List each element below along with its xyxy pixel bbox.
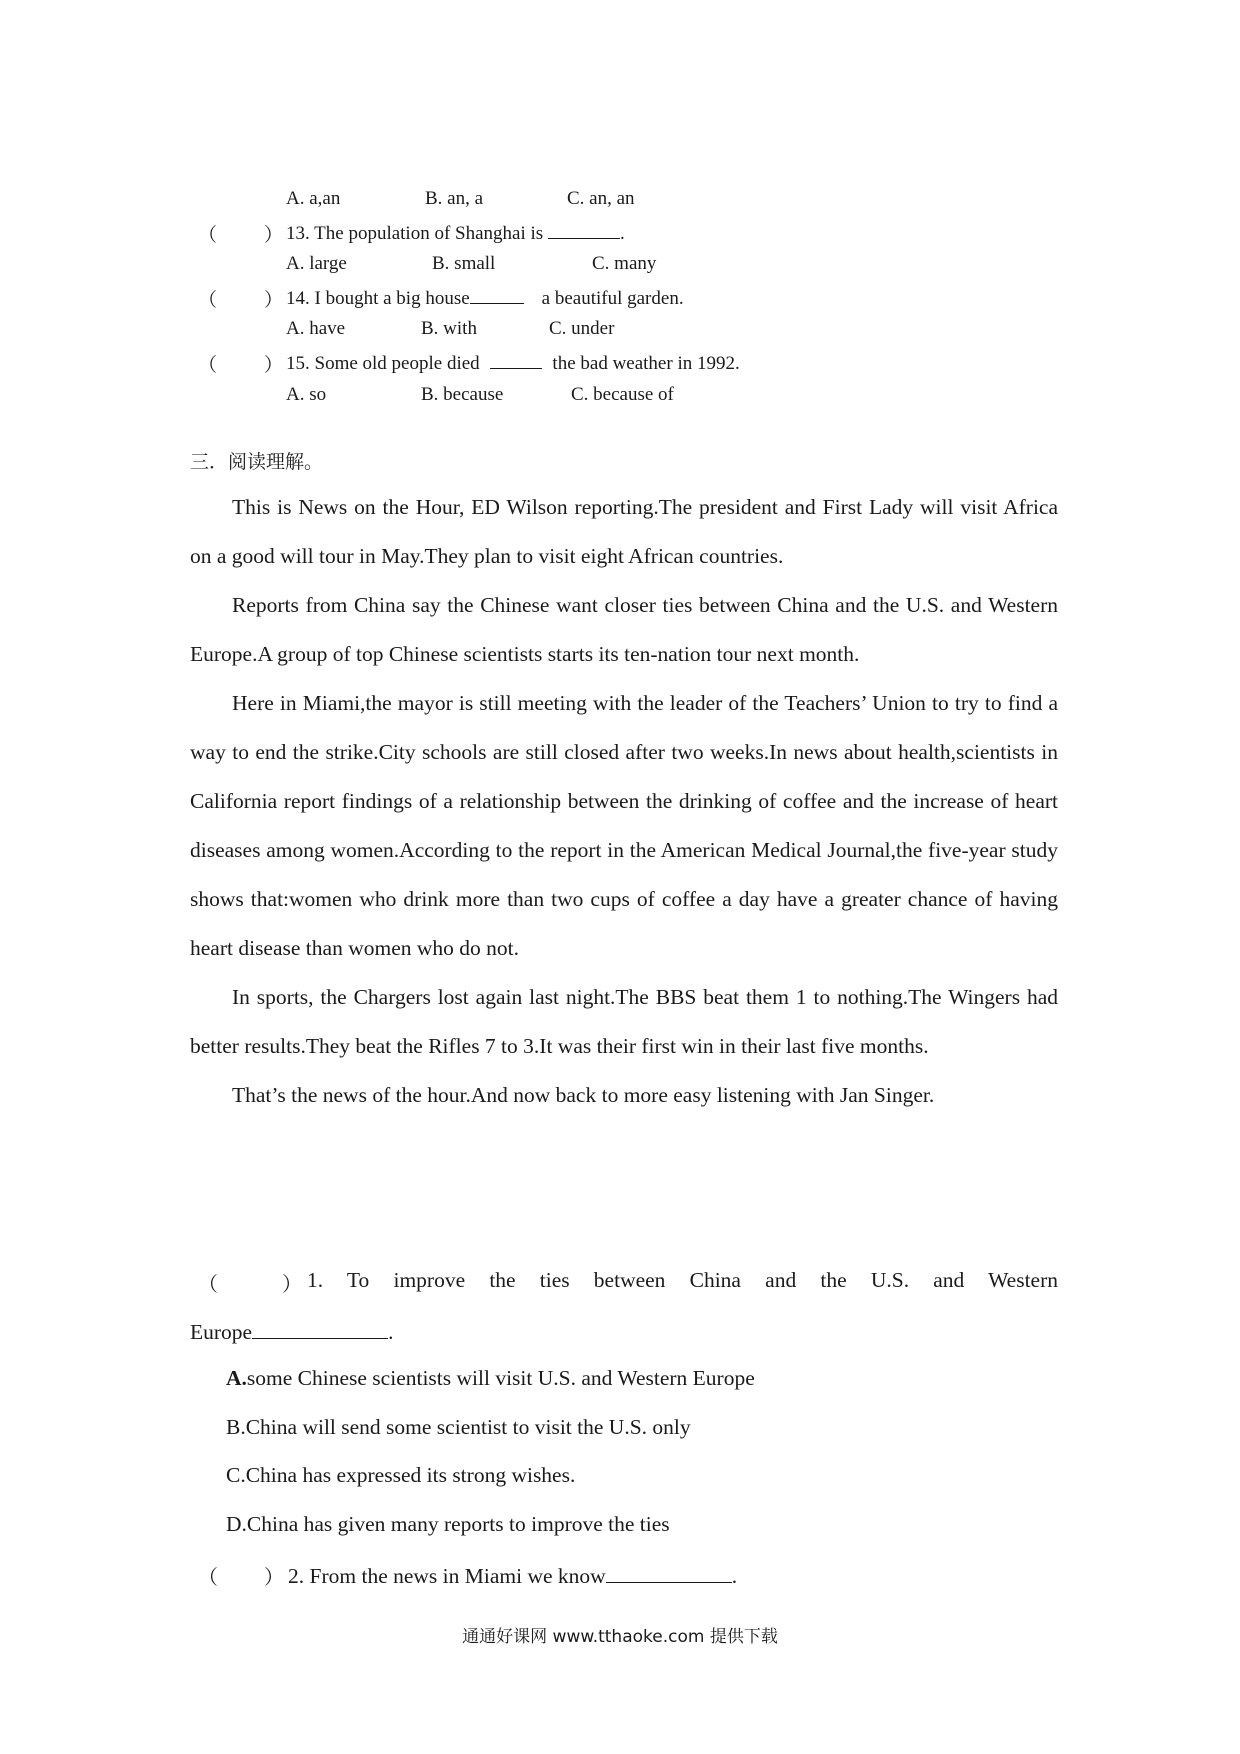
q13-paren-open: （ [198, 225, 218, 246]
passage-paragraph-3: Here in Miami,the mayor is still meeting with the leader of the Teachers’ Union to try to find a way to end the strike.City schools are still closed after two weeks.In news about health,scientists in California report findings of a relationship between the drinking of coffee and the increase of heart diseases among women.According to the report in the American Medical Journal,the five-year study shows that:women who drink more than two cups of coffee a day have a greater chance of having heart disease than women who do not. [190, 691, 1058, 960]
q12-option-a: A. a,an [286, 188, 341, 209]
q14-text-before: 14. I bought a big house [286, 288, 470, 309]
q13-text-after: . [619, 223, 625, 244]
q14-option-a: A. have [286, 318, 346, 339]
q14-paren-close: ） [264, 290, 284, 311]
q15-text-after: the bad weather in 1992. [552, 353, 740, 374]
rq2-text-after: . [731, 1564, 738, 1588]
rq2-paren-close: ） [264, 1567, 284, 1589]
rq2-paren-open: （ [198, 1567, 218, 1589]
q13-text-before: 13. The population of Shanghai is [286, 223, 544, 244]
q14-option-b: B. with [421, 318, 477, 339]
q14-text-after: a beautiful garden. [541, 288, 684, 309]
page-footer: 通通好课网 www.tthaoke.com 提供下载 [462, 1627, 778, 1647]
q15-paren-open: （ [198, 355, 218, 376]
q15-text-before: 15. Some old people died [286, 353, 480, 374]
q13-option-a: A. large [286, 253, 347, 274]
rq2-blank[interactable] [606, 1561, 732, 1583]
passage-paragraph-4: In sports, the Chargers lost again last night.The BBS beat them 1 to nothing.The Wingers had better results.They beat the Rifles 7 to 3.It was their first win in their last five months. [190, 985, 1058, 1058]
rq1-option-a-letter: A. [226, 1366, 247, 1390]
q15-paren-close: ） [264, 355, 284, 376]
rq1-option-c: C.China has expressed its strong wishes. [226, 1463, 576, 1487]
rq1-question-line2 [190, 1317, 393, 1345]
rq1-blank[interactable] [252, 1317, 388, 1339]
q12-option-c: C. an, an [567, 188, 635, 209]
section-title: 三．阅读理解。 [190, 451, 324, 473]
rq1-paren-close: ） [282, 1274, 302, 1296]
rq1-option-a-text: some Chinese scientists will visit U.S. and Western Europe [246, 1366, 755, 1390]
q14-question [286, 285, 684, 310]
q14-blank[interactable] [470, 285, 524, 304]
q15-option-b: B. because [421, 384, 504, 405]
q15-question [286, 350, 740, 375]
q15-option-a: A. so [286, 384, 327, 405]
q13-paren-close: ） [264, 225, 284, 246]
q15-option-c: C. because of [571, 384, 674, 405]
rq2-question [288, 1561, 737, 1589]
q14-paren-open: （ [198, 290, 218, 311]
passage-paragraph-2: Reports from China say the Chinese want closer ties between China and the U.S. and Western Europe.A group of top Chinese scientists starts its ten-nation tour next month. [190, 593, 1058, 666]
reading-passage [190, 483, 1058, 1120]
q13-blank[interactable] [548, 220, 620, 239]
rq1-question-line1: 1. To improve the ties between China and the U.S. and Western [307, 1268, 1058, 1292]
passage-paragraph-5: That’s the news of the hour.And now back to more easy listening with Jan Singer. [232, 1083, 935, 1107]
passage-paragraph-1: This is News on the Hour, ED Wilson reporting.The president and First Lady will visit Africa on a good will tour in May.They plan to visit eight African countries. [190, 495, 1058, 568]
rq1-option-a [226, 1366, 755, 1391]
q13-option-b: B. small [432, 253, 496, 274]
q14-option-c: C. under [549, 318, 615, 339]
q13-option-c: C. many [592, 253, 657, 274]
rq1-paren-open: （ [198, 1274, 218, 1296]
rq1-text-before: Europe [190, 1320, 253, 1344]
rq2-text-before: 2. From the news in Miami we know [288, 1564, 606, 1588]
q13-question [286, 220, 625, 245]
q15-blank[interactable] [490, 350, 542, 369]
q12-option-b: B. an, a [425, 188, 484, 209]
rq1-option-b: B.China will send some scientist to visit the U.S. only [226, 1415, 691, 1439]
rq1-text-after: . [388, 1320, 394, 1344]
rq1-option-d: D.China has given many reports to improve the ties [226, 1512, 670, 1536]
